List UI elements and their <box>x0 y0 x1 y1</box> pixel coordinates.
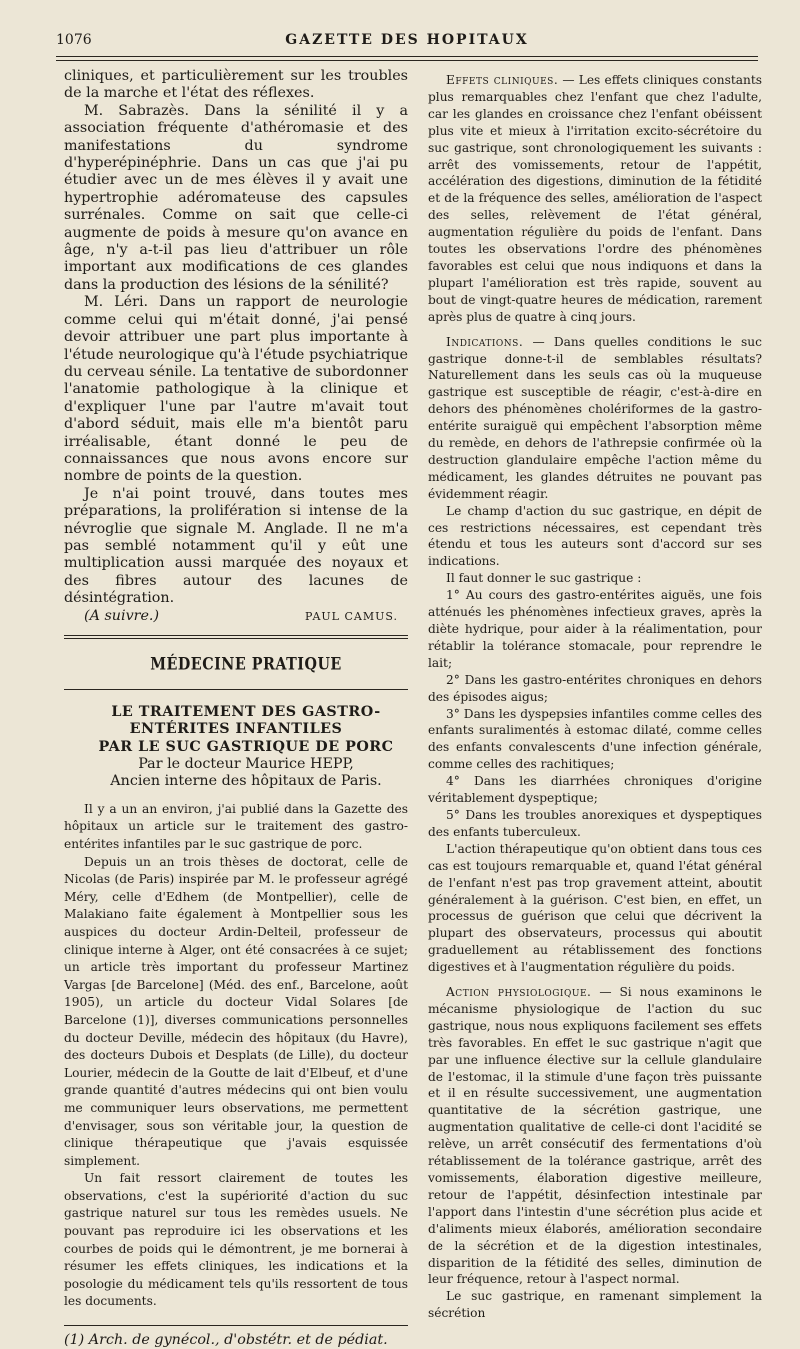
paragraph: Il faut donner le suc gastrique : <box>446 571 642 586</box>
paragraph: Depuis un an trois thèses de doctorat, celle de Nicolas (de Paris) inspirée par M. le professeur agrégé Méry, celle d'Edhem (de Montpellier), celle de Malakiano faite également à Montpellier sous les auspices du docteur Ardin-Delteil, professeur de clinique interne à Alger, ont été consacrées à ce sujet; un article très important du professeur Martinez Vargas [de Barcelone] (Méd. des enf., Barcelone, août 1905), un article du docteur Vidal Solares [de Barcelone (1)], diverses communications personnelles du docteur Deville, médecin des hôpitaux (du Havre), des docteurs Dubois et Desplats (de Lille), du docteur Lourier, médecin de la Goutte de lait d'Elbeuf, et d'une grande quantité d'autres médecins qui ont bien voulu me communiquer leurs observations, me permettent d'envisager, sous son véritable jour, la question de clinique thérapeutique que j'avais esquissée simplement. <box>64 854 408 1168</box>
paragraph: Le suc gastrique, en ramenant simplement la sécrétion <box>428 1289 762 1321</box>
paragraph: M. Sabrazès. Dans la sénilité il y a association fréquente d'athéromasie et des manifestations du syndrome d'hyperépinéphrie. Dans un cas que j'ai pu étudier avec un de mes élèves il y avait une hypertrophie adéromateuse des capsules surrénales. Comme on sait que celle-ci augmente de poids à mesure qu'on avance en âge, n'y a-t-il pas lieu d'attribuer un rôle important aux modifications de ces glandes dans la production des lésions de la sénilité? <box>64 102 408 293</box>
running-header <box>56 32 758 52</box>
paragraph-lead: Indications. <box>446 334 524 349</box>
paragraph: 5° Dans les troubles anorexiques et dyspeptiques des enfants tuberculeux. <box>428 807 762 839</box>
section-rule <box>64 635 408 636</box>
paragraph <box>428 984 762 1288</box>
header-rule-bottom <box>56 60 758 61</box>
section-title: MÉDECINE PRATIQUE <box>150 656 342 675</box>
paragraph-lead: Effets cliniques. <box>446 73 559 87</box>
paragraph: Il y a un an environ, j'ai publié dans la Gazette des hôpitaux un article sur le traitement des gastro-entérites infantiles par le suc gastrique de porc. <box>64 801 408 852</box>
paragraph-lead: Action physiologique. <box>446 985 592 1000</box>
article-title: PAR LE SUC GASTRIQUE DE PORC <box>98 738 394 755</box>
author-signature: PAUL CAMUS. <box>305 609 398 623</box>
paragraph: M. Léri. Dans un rapport de neurologie comme celui qui m'était donné, j'ai pensé devoir attribuer une part plus importante à l'étude neurologique qu'à l'étude psychiatrique du cerveau sénile. La tentative de subordonner l'anatomie pathologique à la clinique et d'expliquer l'une par l'autre m'avait tout d'abord séduit, mais elle m'a bientôt paru irréalisable, étant donné le peu de connaissances que nous avons encore sur nombre de points de la question. <box>64 294 408 485</box>
header-rule-top <box>56 56 758 57</box>
paragraph: cliniques, et particulièrement sur les troubles de la marche et l'état des réflexes. <box>64 68 408 102</box>
paragraph: Un fait ressort clairement de toutes les observations, c'est la supériorité d'action du suc gastrique naturel sur tous les remèdes usuels. Ne pouvant pas reproduire ici les observations et les courbes de poids qui le démontrent, je me bornerai à résumer les effets cliniques, les indications et la posologie du médicament tels qu'ils ressortent de tous les documents. <box>64 1171 408 1309</box>
article-title: LE TRAITEMENT DES GASTRO-ENTÉRITES INFANTILES <box>111 703 381 738</box>
paragraph: Le champ d'action du suc gastrique, en dépit de ces restrictions nécessaires, est cependant très étendu et tous les auteurs sont d'accord sur ses indications. <box>428 503 762 569</box>
section-rule <box>64 638 408 639</box>
paragraph-text: — Dans quelles conditions le suc gastrique donne-t-il de semblables résultats? Naturellement dans les seuls cas où la muqueuse gastrique est susceptible de réagir, c'est-à-dire en dehors des phénomènes cholériformes de la gastro-entérite suraiguë qui empêchent l'absorption même du remède, en dehors de l'athrepsie confirmée où la destruction glandulaire empêche l'action même du médicament, les glandes détruites ne pouvant pas évidemment réagir. <box>428 334 762 501</box>
paragraph: 2° Dans les gastro-entérites chroniques en dehors des épisodes aigus; <box>428 672 762 704</box>
footnote-rule <box>64 1325 408 1326</box>
paragraph: L'action thérapeutique qu'on obtient dans tous ces cas est toujours remarquable et, quand l'état général de l'enfant n'est pas trop gravement atteint, aboutit généralement à la guérison. C'est bien, en effet, un processus de guérison que celui que décrivent la plupart des observateurs, processus qui aboutit graduellement au rétablissement des fonctions digestives et à l'augmentation régulière du poids. <box>428 841 762 975</box>
paragraph-text: — Si nous examinons le mécanisme physiologique de l'action du suc gastrique, nous nous expliquons facilement ses effets très favorables. En effet le suc gastrique n'agit que par une influence élective sur la cellule glandulaire de l'estomac, il la stimule d'une façon très puissante et il en résulte successivement, une augmentation quantitative de la sécrétion gastrique, une augmentation qualitative de celle-ci dont l'acidité se relève, un arrêt consécutif des fermentations d'où rétablissement de la tolérance gastrique, arrêt des vomissements, élaboration digestive meilleure, retour de l'appétit, désinfection intestinale par l'apport dans l'intestin d'une sécrétion plus acide et d'aliments mieux élaborés, amélioration secondaire de la sécrétion et de la digestion intestinales, disparition de la fétidité des selles, diminution de leur fréquence, retour à l'aspect normal. <box>428 985 762 1287</box>
paragraph: 4° Dans les diarrhées chroniques d'origine véritablement dyspeptique; <box>428 774 762 806</box>
paragraph: Je n'ai point trouvé, dans toutes mes préparations, la prolifération si intense de la névroglie que signale M. Anglade. Il ne m'a pas semblé notamment qu'il y eût une multiplication aussi marquée des noyaux et des fibres autour des lacunes de désintégration. <box>64 485 408 607</box>
paragraph <box>428 72 762 326</box>
paragraph: 3° Dans les dyspepsies infantiles comme celles des enfants suralimentés à estomac dilaté, comme celles des enfants convalescents d'une infection générale, comme celles des rachitiques; <box>428 706 762 772</box>
signature-line <box>64 608 408 625</box>
byline: Par le docteur Maurice HEPP, <box>138 756 354 773</box>
paragraph-text: — Les effets cliniques constants plus remarquables chez l'enfant que chez l'adulte, car les glandes en croissance chez l'enfant obéissent plus vite et mieux à l'irritation excito-sécrétoire du suc gastrique, sont chronologiquement les suivants : arrêt des vomissements, retour de l'appétit, accélération des digestions, diminution de la fétidité et de la fréquence des selles, amélioration de l'aspect des selles, relèvement de l'état général, augmentation régulière du poids de l'enfant. Dans toutes les observations l'ordre des phénomènes favorables est celui que nous indiquons et dans la plupart l'amélioration est très rapide, souvent au bout de vingt-quatre heures de médication, rarement après plus de quatre à cinq jours. <box>428 73 762 324</box>
to-follow-note: (A suivre.) <box>84 607 160 624</box>
journal-title: GAZETTE DES HOPITAUX <box>285 32 529 48</box>
left-column <box>64 68 408 1349</box>
paragraph <box>428 334 762 503</box>
section-title-rule <box>64 689 408 690</box>
page-number: 1076 <box>56 32 92 48</box>
author-affiliation: Ancien interne des hôpitaux de Paris. <box>110 773 382 790</box>
paragraph: 1° Au cours des gastro-entérites aiguës, une fois atténués les phénomènes infectieux graves, après la diète hydrique, pour aider à la réalimentation, pour rétablir la tolérance stomacale, pour reprendre le lait; <box>428 588 762 670</box>
footnote: (1) Arch. de gynécol., d'obstétr. et de pédiat. <box>64 1332 388 1349</box>
right-column <box>428 72 762 1322</box>
